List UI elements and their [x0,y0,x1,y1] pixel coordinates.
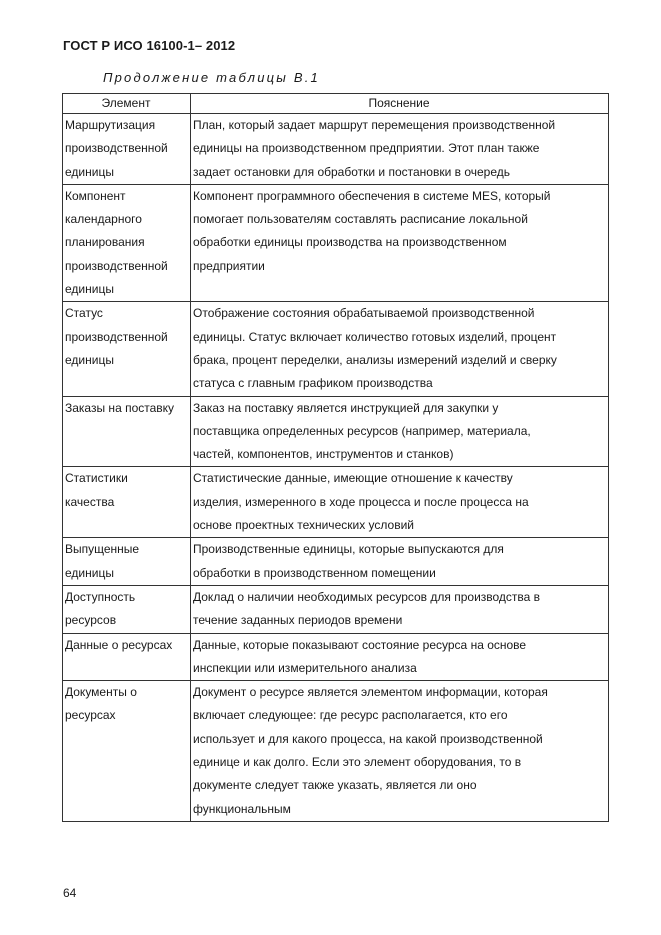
table-header-row [63,94,609,114]
explanation-text: Отображение состояния обрабатываемой производственной единицы. Статус включает количество готовых изделий, процент брака, процент переделки, анализы измерений изделий и сверку статуса с главным графиком производства [193,306,557,391]
element-cell [63,396,191,467]
element-cell [63,585,191,633]
explanation-text: Документ о ресурсе является элементом информации, которая включает следующее: где ресурс располагается, кто его использует и для какого процесса, на какой производственной единице и как долго. Если это элемент оборудования, то в документе следует также указать, является ли оно функциональным [193,685,548,816]
element-cell [63,184,191,301]
explanation-cell [191,538,609,586]
element-cell [63,467,191,538]
table-row [63,633,609,681]
element-cell [63,538,191,586]
element-cell [63,681,191,822]
element-cell [63,633,191,681]
element-text: Данные о ресурсах [65,637,173,652]
element-text: Заказы на поставку [65,400,175,415]
explanation-cell [191,467,609,538]
table-row [63,114,609,185]
column-header-explanation: Пояснение [191,94,609,114]
element-cell [63,302,191,396]
table-row [63,585,609,633]
element-text: Статус производственной единицы [65,306,168,367]
element-cell [63,114,191,185]
explanation-cell [191,633,609,681]
table-row [63,302,609,396]
table-row [63,396,609,467]
explanation-cell [191,681,609,822]
table-row [63,681,609,822]
explanation-text: Компонент программного обеспечения в системе MES, который помогает пользователям составлять расписание локальной обработки единицы производства на производственном предприятии [193,188,551,273]
explanation-cell [191,585,609,633]
element-text: Выпущенные единицы [65,542,140,580]
explanation-cell [191,396,609,467]
table-caption: Продолжение таблицы В.1 [103,70,320,85]
explanation-text: Производственные единицы, которые выпускаются для обработки в производственном помещении [193,542,504,580]
table-row [63,467,609,538]
explanation-text: Статистические данные, имеющие отношение к качеству изделия, измеренного в ходе процесса и после процесса на основе проектных технических условий [193,471,529,533]
page-number: 64 [63,886,77,900]
explanation-text: План, который задает маршрут перемещения производственной единицы на производственном предприятии. Этот план также задает остановки для обработки и постановки в очередь [193,118,556,179]
table-row [63,538,609,586]
column-header-element: Элемент [63,94,191,114]
definitions-table [62,93,609,822]
explanation-cell [191,302,609,396]
explanation-text: Заказ на поставку является инструкцией для закупки у поставщика определенных ресурсов (например, материала, частей, компонентов, инструментов и станков) [193,400,531,462]
explanation-cell [191,184,609,301]
explanation-text: Доклад о наличии необходимых ресурсов для производства в течение заданных периодов времени [193,589,541,628]
element-text: Статистики качества [65,471,128,509]
document-header: ГОСТ Р ИСО 16100-1– 2012 [63,38,236,53]
element-text: Документы о ресурсах [65,685,137,723]
table-row [63,184,609,301]
element-text: Компонент календарного планирования производственной единицы [65,188,168,297]
explanation-text: Данные, которые показывают состояние ресурса на основе инспекции или измерительного анализа [193,637,527,675]
element-text: Маршрутизация производственной единицы [65,118,168,179]
explanation-cell [191,114,609,185]
element-text: Доступность ресурсов [65,589,136,628]
